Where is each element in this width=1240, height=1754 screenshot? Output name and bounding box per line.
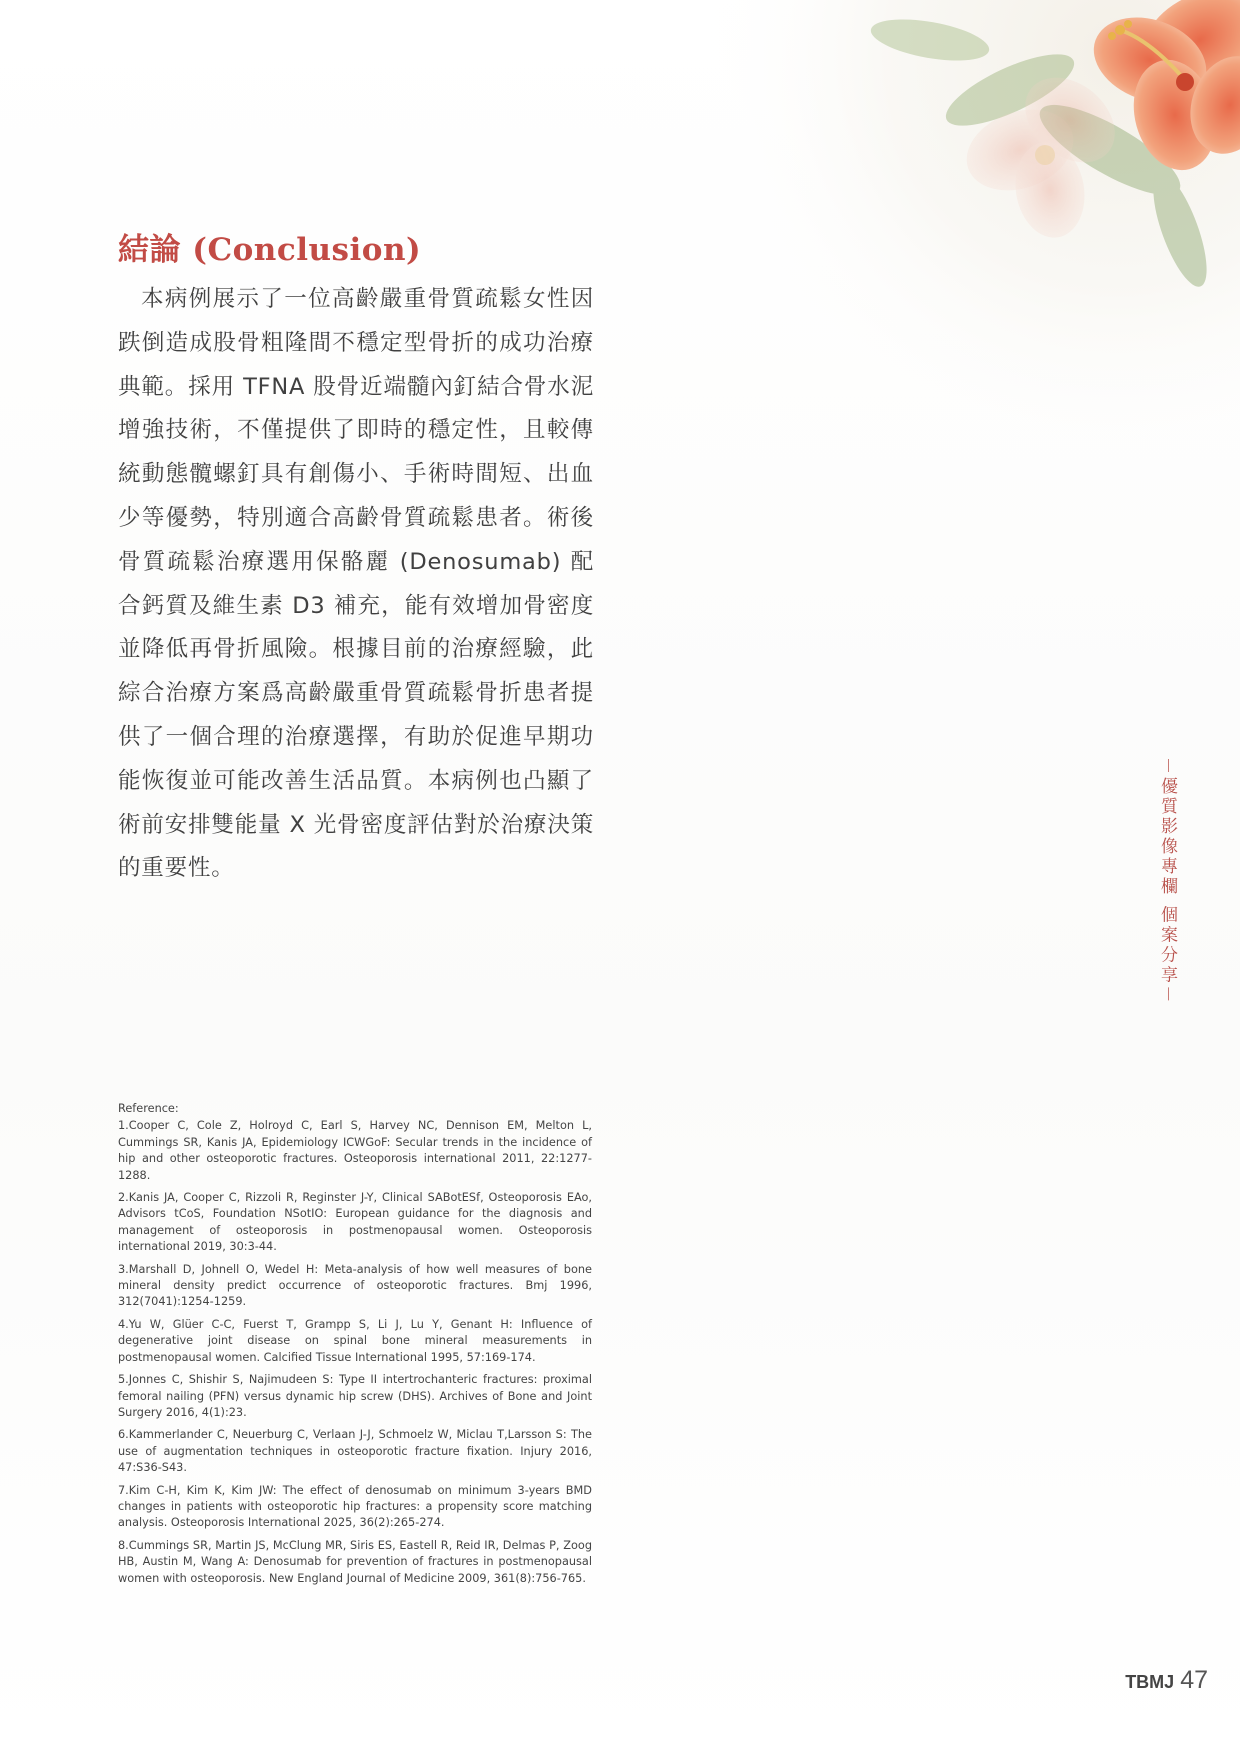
conclusion-title: 結論 (Conclusion) [118,232,422,268]
references-heading: Reference: [118,1102,179,1115]
reference-item: 8.Cummings SR, Martin JS, McClung MR, Siris ES, Eastell R, Reid IR, Delmas P, Zoog HB, Austin M, Wang A: Denosumab for prevention of fractures in postmenopausal women with osteoporosis. New England Journal of Medicine 2009, 361(8):756-765. [118,1538,592,1585]
conclusion-section [118,228,594,891]
conclusion-body: 本病例展示了一位高齡嚴重骨質疏鬆女性因跌倒造成股骨粗隆間不穩定型骨折的成功治療典範。採用 TFNA 股骨近端髓內釘結合骨水泥增強技術，不僅提供了即時的穩定性，且較傳統動態髖螺釘具有創傷小、手術時間短、出血少等優勢，特別適合高齡骨質疏鬆患者。術後骨質疏鬆治療選用保骼麗 (Denosumab) 配合鈣質及維生素 D3 補充，能有效增加骨密度並降低再骨折風險。根據目前的治療經驗，此綜合治療方案爲高齡嚴重骨質疏鬆骨折患者提供了一個合理的治療選擇，有助於促進早期功能恢復並可能改善生活品質。本病例也凸顯了術前安排雙能量 X 光骨密度評估對於治療決策的重要性。 [118,286,594,882]
reference-item: 6.Kammerlander C, Neuerburg C, Verlaan J-J, Schmoelz W, Miclau T,Larsson S: The use of augmentation techniques in osteoporotic fracture fixation. Injury 2016, 47:S36-S43. [118,1428,592,1475]
reference-item: 5.Jonnes C, Shishir S, Najimudeen S: Type II intertrochanteric fractures: proximal femoral nailing (PFN) versus dynamic hip screw (DHS). Archives of Bone and Joint Surgery 2016, 4(1):23. [118,1373,592,1419]
section-side-label: －優質影像專欄 個案分享－ [1157,757,1177,1006]
reference-item: 2.Kanis JA, Cooper C, Rizzoli R, Reginster J-Y, Clinical SABotESf, Osteoporosis EAo, Advisors tCoS, Foundation NSotIO: European guidance for the diagnosis and management of osteoporosis in postmenopausal women. Osteoporosis international 2019, 30:3-44. [118,1191,592,1254]
reference-item: 3.Marshall D, Johnell O, Wedel H: Meta-analysis of how well measures of bone mineral density predict occurrence of osteoporotic fractures. Bmj 1996, 312(7041):1254-1259. [118,1262,592,1309]
hibiscus-flower-decoration [680,0,1240,560]
reference-item: 4.Yu W, Glüer C-C, Fuerst T, Grampp S, Li J, Lu Y, Genant H: Influence of degenerative joint disease on spinal bone mineral measurements in postmenopausal women. Calcified Tissue International 1995, 57:169-174. [118,1317,592,1364]
reference-item: 1.Cooper C, Cole Z, Holroyd C, Earl S, Harvey NC, Dennison EM, Melton L, Cummings SR, Kanis JA, Epidemiology ICWGoF: Secular trends in the incidence of hip and other osteoporotic fractures. Osteoporosis international 2011, 22:1277-1288. [118,1119,592,1182]
reference-item: 7.Kim C-H, Kim K, Kim JW: The effect of denosumab on minimum 3-years BMD changes in patients with osteoporotic hip fractures: a propensity score matching analysis. Osteoporosis International 2025, 36(2):265-274. [118,1483,592,1530]
page-number: 47 [1180,1666,1208,1694]
page-footer [1125,1666,1208,1695]
journal-name: TBMJ [1125,1672,1175,1692]
references-section [118,1101,592,1593]
